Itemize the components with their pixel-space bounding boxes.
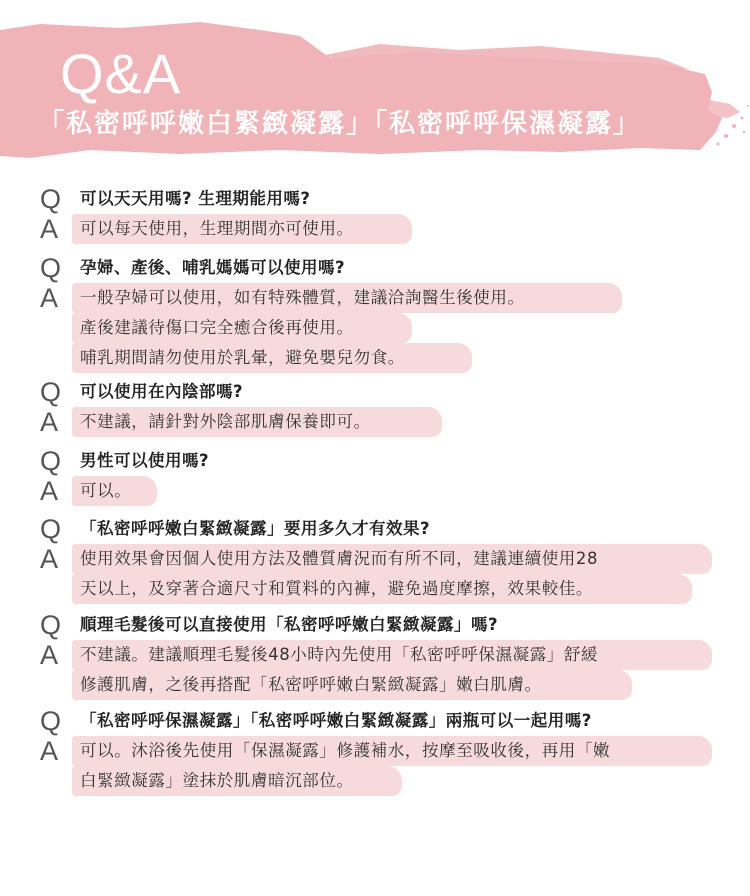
answer-marker: A: [40, 476, 59, 506]
answer-marker: A: [40, 544, 59, 574]
answer-text: 一般孕婦可以使用，如有特殊體質，建議洽詢醫生後使用。: [80, 288, 525, 307]
question-text: 孕婦、產後、哺乳媽媽可以使用嗎?: [80, 258, 346, 277]
answer-marker: A: [40, 214, 59, 244]
answer-marker: A: [40, 736, 59, 766]
question-text: 可以天天用嗎? 生理期能用嗎?: [80, 189, 311, 208]
question-marker: Q: [40, 610, 62, 640]
answer-text: 天以上，及穿著合適尺寸和質料的內褲，避免過度摩擦，效果較佳。: [80, 579, 593, 598]
question-text: 「私密呼呼保濕凝露」「私密呼呼嫩白緊緻凝露」兩瓶可以一起用嗎?: [80, 711, 592, 730]
page-title: Q&A: [60, 42, 182, 105]
question-marker: Q: [40, 184, 62, 214]
question-marker: Q: [40, 377, 62, 407]
page-subtitle: 「私密呼呼嫩白緊緻凝露」「私密呼呼保濕凝露」: [38, 109, 642, 139]
question-marker: Q: [40, 446, 62, 476]
question-text: 「私密呼呼嫩白緊緻凝露」要用多久才有效果?: [80, 519, 431, 538]
title-banner: [0, 0, 750, 170]
answer-text: 可以。沐浴後先使用「保濕凝露」修護補水，按摩至吸收後，再用「嫩: [80, 741, 611, 760]
answer-marker: A: [40, 283, 59, 313]
answer-text: 產後建議待傷口完全癒合後再使用。: [80, 318, 354, 337]
answer-marker: A: [40, 407, 59, 437]
answer-text: 使用效果會因個人使用方法及體質膚況而有所不同，建議連續使用28: [80, 549, 599, 568]
question-text: 男性可以使用嗎?: [80, 451, 210, 470]
answer-text: 白緊緻凝露」塗抹於肌膚暗沉部位。: [80, 771, 354, 790]
question-marker: Q: [40, 706, 62, 736]
question-marker: Q: [40, 253, 62, 283]
answer-text: 哺乳期間請勿使用於乳暈，避免嬰兒勿食。: [80, 348, 405, 367]
question-text: 可以使用在內陰部嗎?: [80, 382, 244, 401]
question-marker: Q: [40, 514, 62, 544]
answer-marker: A: [40, 640, 59, 670]
answer-text: 修護肌膚，之後再搭配「私密呼呼嫩白緊緻凝露」嫩白肌膚。: [80, 675, 542, 694]
question-text: 順理毛髮後可以直接使用「私密呼呼嫩白緊緻凝露」嗎?: [80, 615, 499, 634]
answer-text: 不建議。建議順理毛髮後48小時內先使用「私密呼呼保濕凝露」舒緩: [80, 645, 599, 664]
answer-text: 不建議，請針對外陰部肌膚保養即可。: [80, 412, 371, 431]
answer-text: 可以。: [80, 481, 132, 500]
answer-text: 可以每天使用，生理期間亦可使用。: [80, 219, 354, 238]
